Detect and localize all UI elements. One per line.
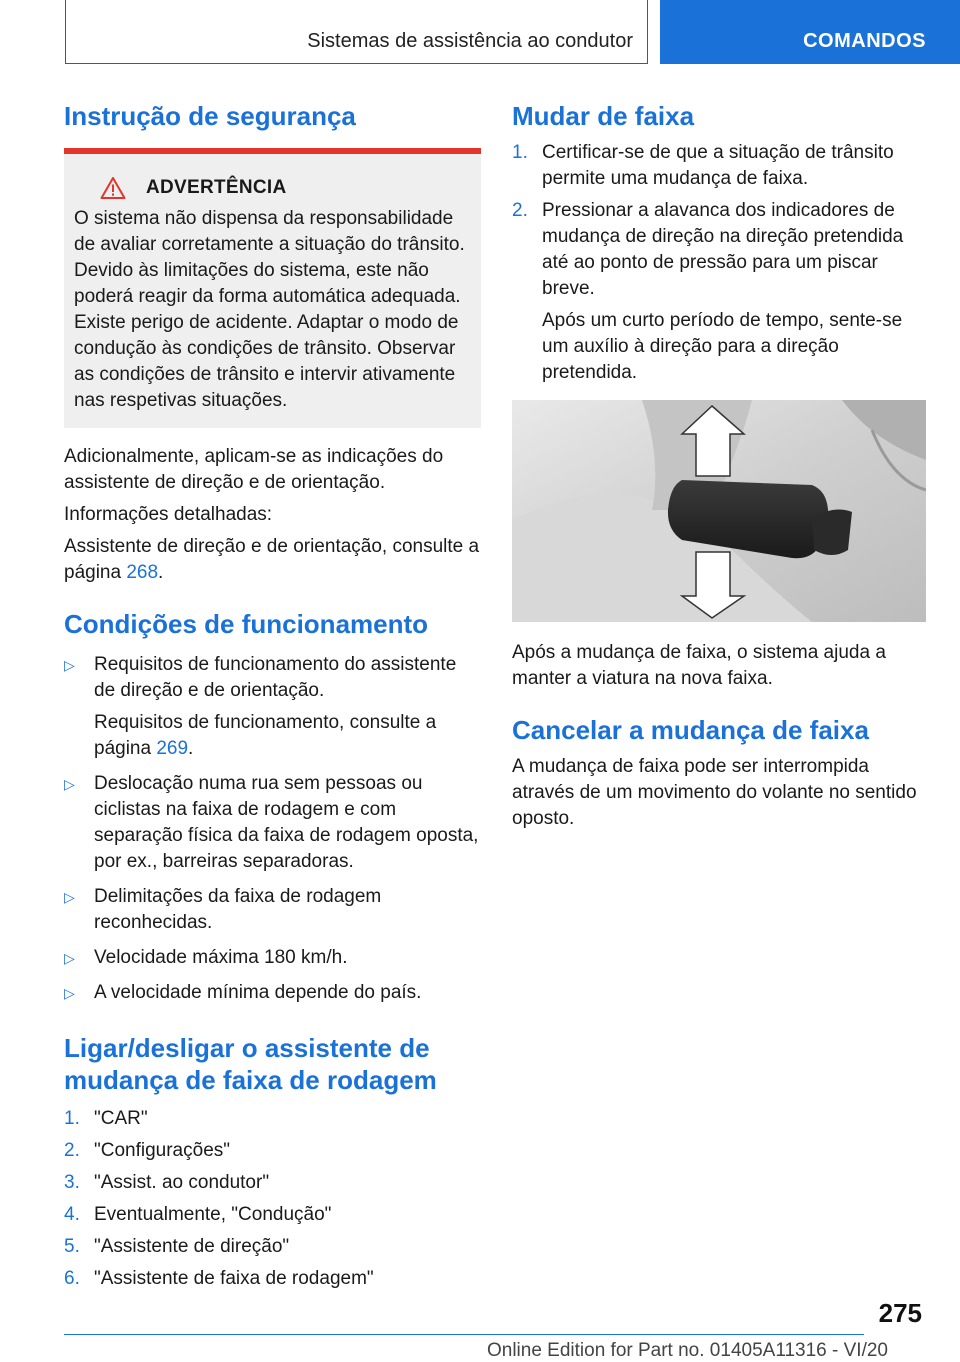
step-number: 5. [64,1236,80,1257]
header-section-title: Sistemas de assistência ao condutor [307,30,633,52]
warning-box [64,148,481,428]
triangle-bullet-icon: ▷ [64,950,75,966]
step-number: 1. [64,1108,80,1129]
header-chapter-label: COMANDOS [803,30,926,52]
step-number: 3. [64,1172,80,1193]
header-chapter-tab[interactable] [660,0,960,64]
paragraph-additional: Adicionalmente, aplicam-se as indicações do assistente de direção e de orientação. [64,446,444,493]
lane-steps-list [512,140,924,386]
step-text: Eventualmente, "Condução" [94,1204,332,1225]
list-item [64,945,481,971]
turn-signal-lever-figure [512,400,926,622]
step-text: Pressionar a alavanca dos indicadores de mudança de direção na direção pretendida até ao ponto de pressão para um piscar breve. [542,200,904,299]
reference-text: Assistente de direção e de orientação, consulte a página [64,536,480,583]
warning-text: O sistema não dispensa da responsabilidade de avaliar corretamente a situação do trânsito. Devido às limitações do sistema, este não poderá reagir da forma automática adequada. Existe perigo de acidente. Adaptar o modo de condução às condições de trânsito. Observar as condições de trânsito e intervir ativamente nas respetivas situações. [74,208,465,411]
subtext-end: . [188,738,194,759]
step-text: "Assistente de faixa de rodagem" [94,1268,374,1289]
warning-label: ADVERTÊNCIA [146,177,287,198]
lane-change-heading: Mudar de faixa [512,101,695,131]
step-text: "Assist. ao condutor" [94,1172,270,1193]
cancel-heading: Cancelar a mudança de faixa [512,715,869,745]
list-item [512,140,924,192]
paragraph-details-label: Informações detalhadas: [64,504,273,525]
after-figure-text: Após a mudança de faixa, o sistema ajuda a manter a viatura na nova faixa. [512,642,886,689]
step-text: "Assistente de direção" [94,1236,290,1257]
header-section-box [65,0,648,64]
page-link-268[interactable]: 268 [126,562,159,583]
list-item [64,1170,481,1196]
step-number: 2. [64,1140,80,1161]
page-number: 275 [878,1298,922,1328]
list-item [64,652,481,762]
reference-end: . [158,562,164,583]
step-number: 1. [512,142,528,163]
footer-edition: Online Edition for Part no. 01405A11316 - VI/20 [486,1340,888,1361]
list-item-text: Velocidade máxima 180 km/h. [94,947,348,968]
paragraph-reference [64,534,481,586]
list-item [64,1234,481,1260]
toggle-heading: Ligar/desligar o assistente de mudança de faixa de rodagem [64,1033,437,1095]
step-text: Certificar-se de que a situação de trânsito permite uma mudança de faixa. [542,142,894,189]
list-item-subtext [94,710,481,762]
step-number: 6. [64,1268,80,1289]
right-column [512,100,924,832]
list-item-text: Requisitos de funcionamento do assistente de direção e de orientação. [94,654,457,701]
warning-triangle-icon [100,176,126,200]
left-column [64,100,481,1298]
list-item-text: Delimitações da faixa de rodagem reconhecidas. [94,886,382,933]
step-text: "CAR" [94,1108,148,1129]
list-item [64,771,481,875]
step-text: "Configurações" [94,1140,231,1161]
list-item [64,884,481,936]
list-item [64,1266,481,1292]
safety-heading: Instrução de segurança [64,101,356,131]
step-number: 4. [64,1204,80,1225]
page-link-269[interactable]: 269 [156,738,189,759]
turn-signal-lever-illustration [512,400,926,622]
step-subtext: Após um curto período de tempo, sente-se um auxílio à direção para a direção pretendida. [542,310,903,383]
toggle-steps-list [64,1106,481,1292]
triangle-bullet-icon: ▷ [64,985,75,1001]
subtext-reference: Requisitos de funcionamento, consulte a página [94,712,437,759]
list-item [512,198,924,386]
cancel-text: A mudança de faixa pode ser interrompida através de um movimento do volante no sentido oposto. [512,756,917,829]
conditions-heading: Condições de funcionamento [64,609,429,639]
triangle-bullet-icon: ▷ [64,776,75,792]
triangle-bullet-icon: ▷ [64,657,75,673]
list-item [64,1138,481,1164]
footer-divider [64,1334,864,1335]
list-item-text: A velocidade mínima depende do país. [94,982,422,1003]
conditions-list [64,652,481,1006]
step-number: 2. [512,200,528,221]
list-item [64,1202,481,1228]
triangle-bullet-icon: ▷ [64,889,75,905]
list-item [64,1106,481,1132]
list-item-text: Deslocação numa rua sem pessoas ou ciclistas na faixa de rodagem e com separação física da faixa de rodagem oposta, por ex., barreiras separadoras. [94,773,479,872]
list-item [64,980,481,1006]
